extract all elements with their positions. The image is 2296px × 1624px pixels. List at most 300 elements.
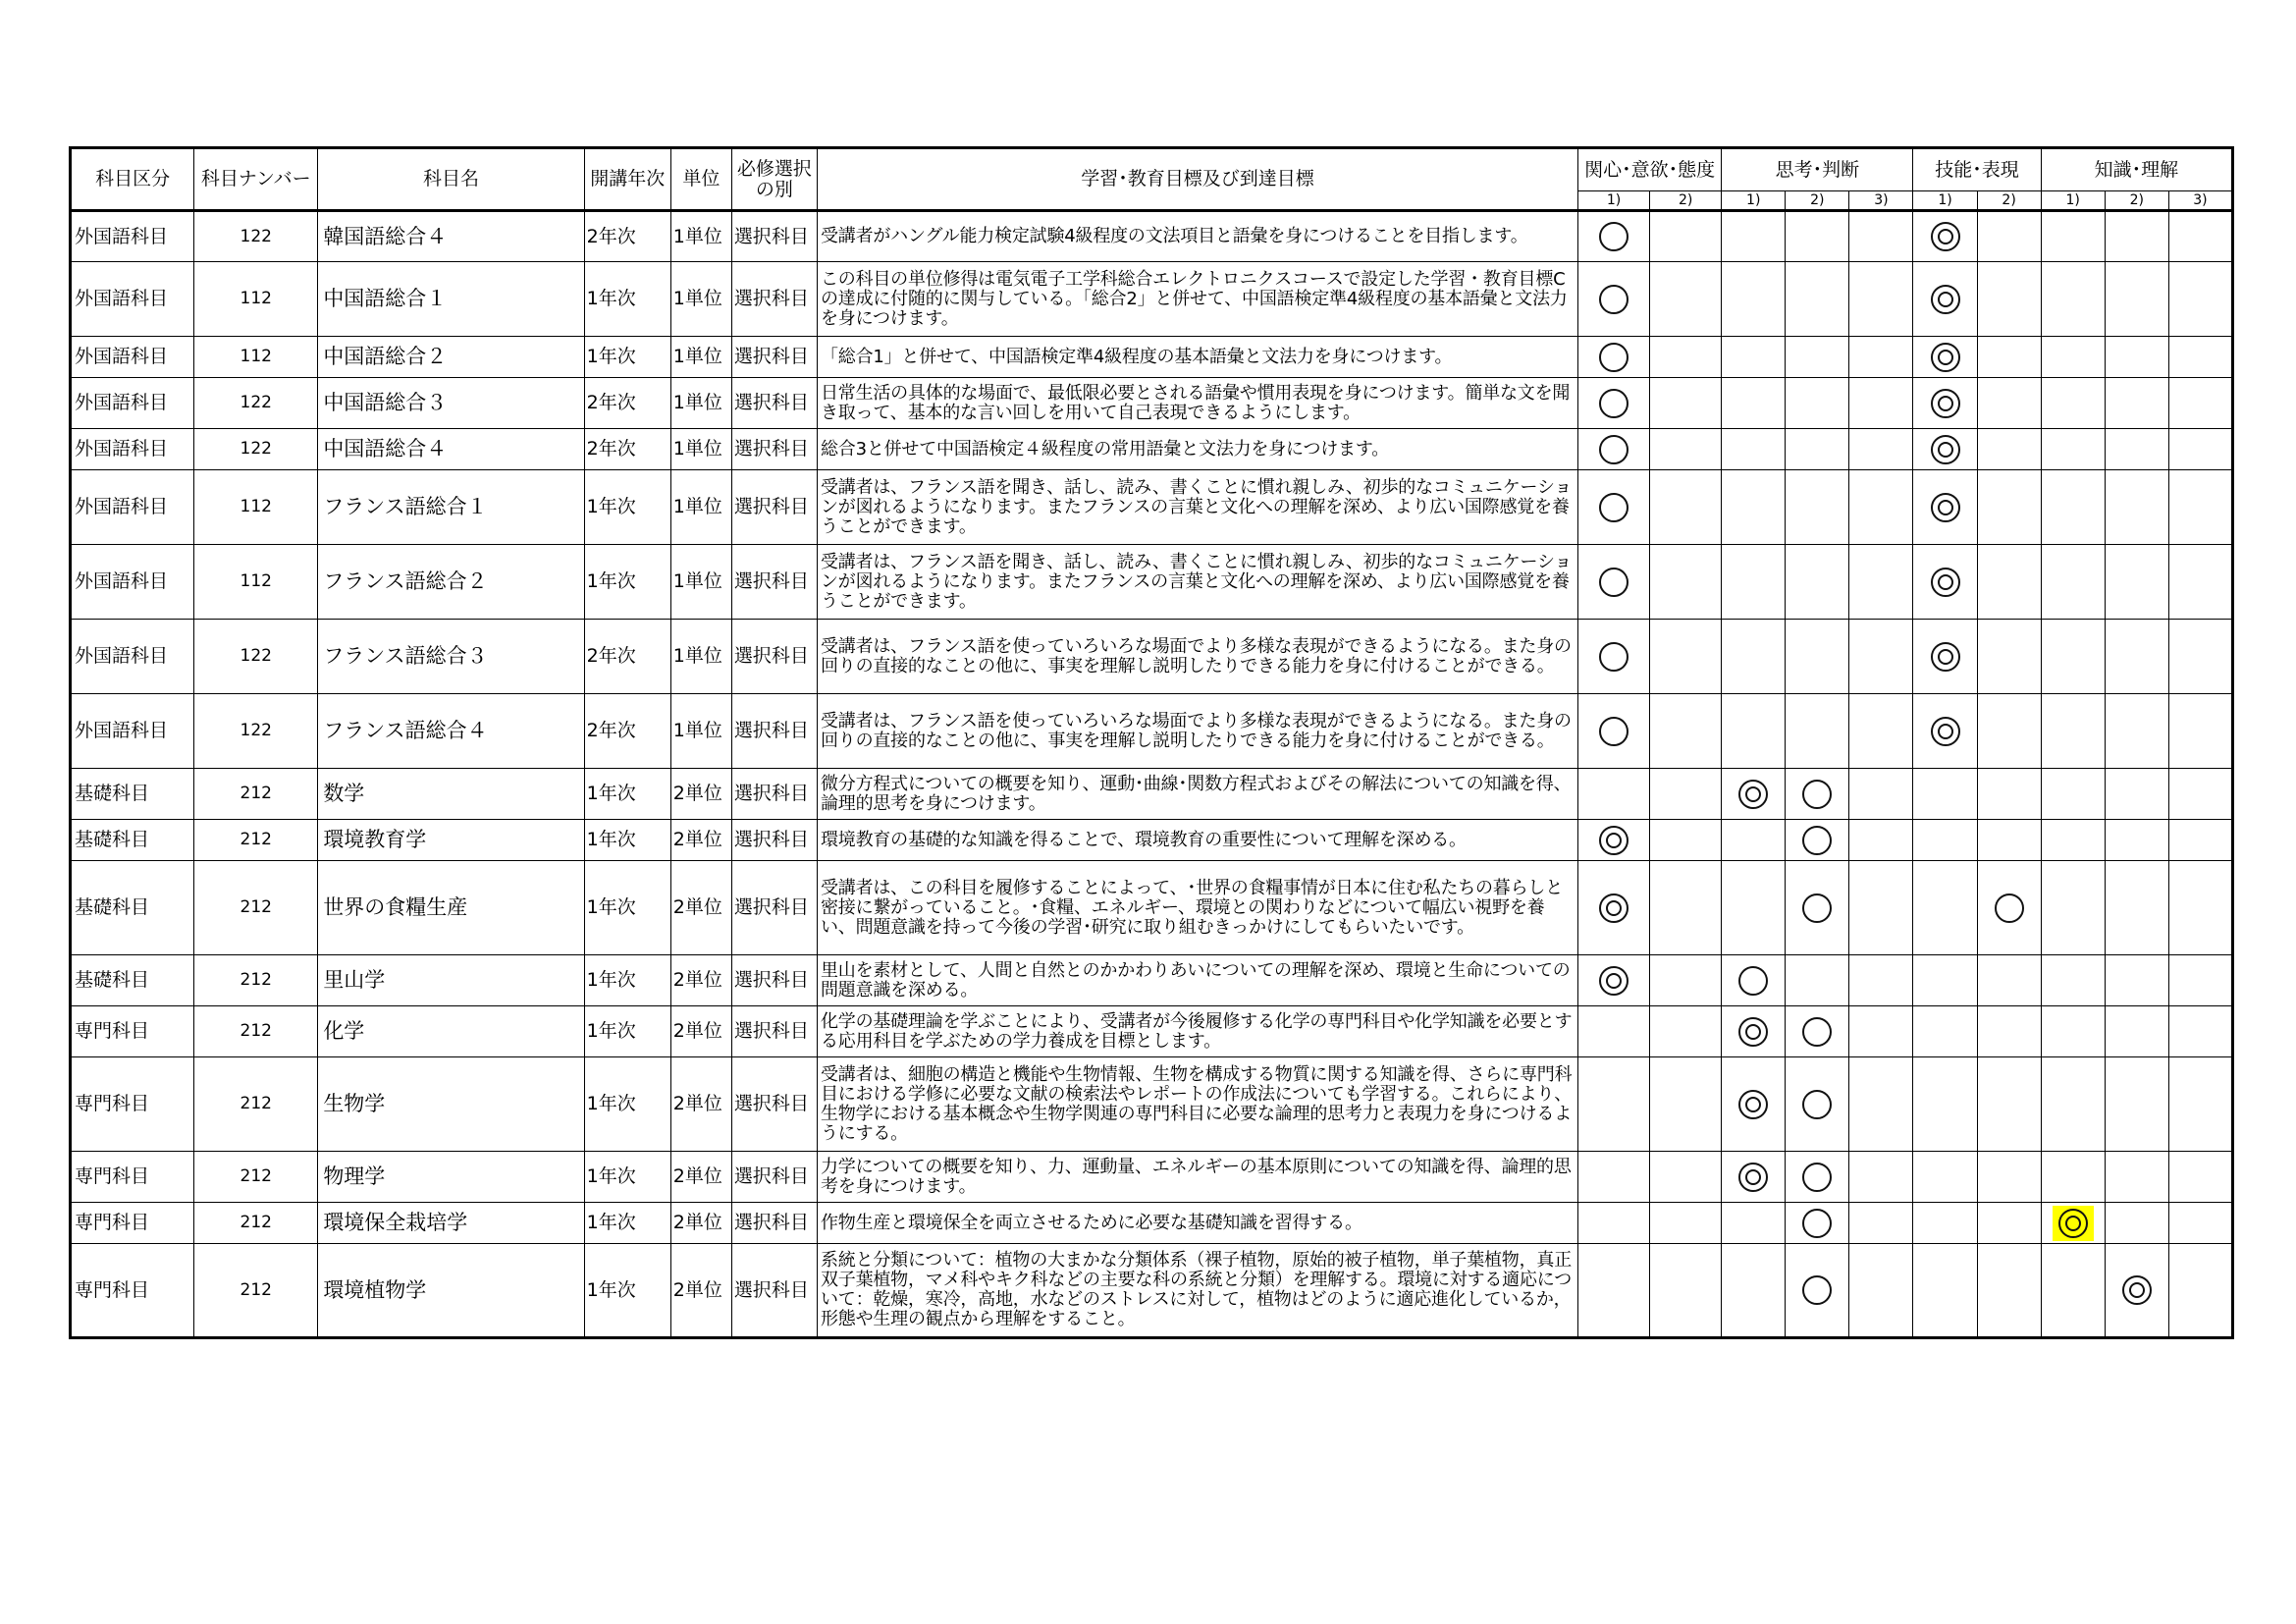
subject-year: 1年次: [584, 262, 670, 337]
evaluation-cell: [2041, 545, 2105, 620]
evaluation-cell: [1913, 861, 1977, 955]
evaluation-cell: [1786, 1152, 1849, 1203]
evaluation-cell: [1849, 861, 1913, 955]
subject-category: 専門科目: [71, 1203, 194, 1244]
double-circle-icon: [2058, 1209, 2088, 1238]
evaluation-cell: [1650, 955, 1722, 1006]
evaluation-cell: [1578, 429, 1650, 470]
evaluation-cell: [2041, 955, 2105, 1006]
table-row: [71, 1244, 2233, 1338]
evaluation-cell: [1786, 694, 1849, 769]
subject-required: 選択科目: [731, 820, 817, 861]
subject-required: 選択科目: [731, 861, 817, 955]
evaluation-cell: [1913, 337, 1977, 378]
subject-number: 212: [194, 1152, 318, 1203]
subject-required: 選択科目: [731, 694, 817, 769]
subject-unit: 2単位: [670, 861, 731, 955]
evaluation-cell: [1977, 955, 2041, 1006]
evaluation-cell: [2105, 861, 2168, 955]
evaluation-cell: [1913, 1006, 1977, 1057]
header-group-skill: 技能･表現: [1913, 148, 2041, 191]
table-row: [71, 694, 2233, 769]
evaluation-cell: [2105, 429, 2168, 470]
evaluation-cell: [1786, 337, 1849, 378]
evaluation-cell: [1650, 1006, 1722, 1057]
evaluation-cell: [1650, 429, 1722, 470]
evaluation-cell: [1786, 955, 1849, 1006]
evaluation-cell: [2105, 820, 2168, 861]
evaluation-cell: [1849, 1152, 1913, 1203]
table-row: [71, 337, 2233, 378]
subject-goal: 総合3と併せて中国語検定４級程度の常用語彙と文法力を身につけます。: [817, 429, 1577, 470]
evaluation-cell: [1913, 955, 1977, 1006]
subject-category: 基礎科目: [71, 769, 194, 820]
evaluation-cell: [2168, 1203, 2232, 1244]
evaluation-cell: [1650, 1152, 1722, 1203]
subject-unit: 1単位: [670, 262, 731, 337]
evaluation-cell: [2105, 1203, 2168, 1244]
subject-year: 1年次: [584, 820, 670, 861]
evaluation-cell: [1722, 694, 1786, 769]
evaluation-cell: [1849, 470, 1913, 545]
subject-required: 選択科目: [731, 470, 817, 545]
evaluation-cell: [1650, 470, 1722, 545]
evaluation-cell: [1786, 620, 1849, 694]
table-row: [71, 545, 2233, 620]
evaluation-cell: [1913, 211, 1977, 262]
subject-name: フランス語総合２: [318, 545, 584, 620]
double-circle-icon: [1931, 389, 1960, 418]
evaluation-cell: [2105, 545, 2168, 620]
subject-name: 環境保全栽培学: [318, 1203, 584, 1244]
subject-goal: 化学の基礎理論を学ぶことにより、受講者が今後履修する化学の専門科目や化学知識を必要とする応用科目を学ぶための学力養成を目標とします。: [817, 1006, 1577, 1057]
double-circle-icon: [1738, 780, 1768, 809]
subject-goal: 受講者は、フランス語を使っていろいろな場面でより多様な表現ができるようになる。また身の回りの直接的なことの他に、事実を理解し説明したりできる能力を身に付けることができる。: [817, 620, 1577, 694]
evaluation-cell: [2168, 861, 2232, 955]
evaluation-cell: [1849, 262, 1913, 337]
evaluation-cell: [1578, 861, 1650, 955]
evaluation-cell: [1849, 545, 1913, 620]
subject-number: 122: [194, 429, 318, 470]
evaluation-cell: [2105, 262, 2168, 337]
subject-unit: 1単位: [670, 429, 731, 470]
evaluation-cell: [2168, 769, 2232, 820]
subject-unit: 2単位: [670, 769, 731, 820]
evaluation-cell: [2168, 545, 2232, 620]
header-name: 科目名: [318, 148, 584, 211]
evaluation-cell: [1722, 337, 1786, 378]
evaluation-cell: [1913, 470, 1977, 545]
evaluation-cell: [1650, 211, 1722, 262]
evaluation-cell: [2168, 470, 2232, 545]
subject-number: 212: [194, 1057, 318, 1152]
double-circle-icon: [2122, 1275, 2152, 1305]
double-circle-icon: [1931, 493, 1960, 522]
curriculum-table: [69, 146, 2234, 1339]
subject-goal: 受講者は、フランス語を聞き、話し、読み、書くことに慣れ親しみ、初歩的なコミュニケーションが図れるようになります。またフランスの言葉と文化への理解を深め、より広い国際感覚を養うことができます。: [817, 470, 1577, 545]
evaluation-cell: [2041, 861, 2105, 955]
evaluation-cell: [1722, 955, 1786, 1006]
subject-category: 外国語科目: [71, 470, 194, 545]
evaluation-cell: [1786, 262, 1849, 337]
evaluation-cell: [2168, 1244, 2232, 1338]
double-circle-icon: [1738, 1163, 1768, 1192]
subject-category: 外国語科目: [71, 262, 194, 337]
evaluation-cell: [1913, 769, 1977, 820]
evaluation-cell: [1650, 820, 1722, 861]
subject-goal: 受講者は、フランス語を聞き、話し、読み、書くことに慣れ親しみ、初歩的なコミュニケーションが図れるようになります。またフランスの言葉と文化への理解を深め、より広い国際感覚を養うことができます。: [817, 545, 1577, 620]
evaluation-cell: [1849, 1006, 1913, 1057]
evaluation-cell: [2105, 1152, 2168, 1203]
evaluation-cell: [1786, 470, 1849, 545]
evaluation-cell: [1913, 694, 1977, 769]
evaluation-cell: [2041, 620, 2105, 694]
subject-unit: 2単位: [670, 1244, 731, 1338]
circle-icon: [1802, 1017, 1832, 1047]
double-circle-icon: [1931, 568, 1960, 597]
evaluation-cell: [1977, 1152, 2041, 1203]
evaluation-cell: [1722, 620, 1786, 694]
header-sub: 1): [1722, 191, 1786, 211]
subject-name: 中国語総合２: [318, 337, 584, 378]
evaluation-cell: [1849, 337, 1913, 378]
evaluation-cell: [1722, 262, 1786, 337]
subject-goal: 作物生産と環境保全を両立させるために必要な基礎知識を習得する。: [817, 1203, 1577, 1244]
subject-unit: 1単位: [670, 694, 731, 769]
subject-category: 基礎科目: [71, 955, 194, 1006]
subject-required: 選択科目: [731, 545, 817, 620]
subject-number: 212: [194, 955, 318, 1006]
header-sub: 1): [1578, 191, 1650, 211]
evaluation-cell: [1578, 211, 1650, 262]
highlight-marker: [2053, 1206, 2094, 1241]
circle-icon: [1599, 717, 1629, 746]
evaluation-cell: [1650, 1203, 1722, 1244]
subject-name: 中国語総合４: [318, 429, 584, 470]
subject-category: 外国語科目: [71, 429, 194, 470]
table-row: [71, 470, 2233, 545]
subject-name: フランス語総合４: [318, 694, 584, 769]
evaluation-cell: [1977, 1244, 2041, 1338]
table-row: [71, 769, 2233, 820]
evaluation-cell: [1977, 1057, 2041, 1152]
subject-category: 専門科目: [71, 1057, 194, 1152]
header-sub: 2): [1977, 191, 2041, 211]
evaluation-cell: [1722, 1057, 1786, 1152]
subject-category: 外国語科目: [71, 694, 194, 769]
circle-icon: [1599, 285, 1629, 314]
evaluation-cell: [1849, 769, 1913, 820]
circle-icon: [1599, 642, 1629, 672]
evaluation-cell: [1977, 211, 2041, 262]
evaluation-cell: [1650, 262, 1722, 337]
evaluation-cell: [2105, 955, 2168, 1006]
subject-unit: 2単位: [670, 1152, 731, 1203]
subject-goal: 力学についての概要を知り、力、運動量、エネルギーの基本原則についての知識を得、論理的思考を身につけます。: [817, 1152, 1577, 1203]
evaluation-cell: [1578, 337, 1650, 378]
evaluation-cell: [1786, 211, 1849, 262]
evaluation-cell: [2041, 820, 2105, 861]
subject-category: 専門科目: [71, 1244, 194, 1338]
circle-icon: [1599, 493, 1629, 522]
evaluation-cell: [2041, 262, 2105, 337]
subject-required: 選択科目: [731, 378, 817, 429]
evaluation-cell: [1977, 769, 2041, 820]
evaluation-cell: [1786, 769, 1849, 820]
subject-number: 112: [194, 337, 318, 378]
subject-name: 環境植物学: [318, 1244, 584, 1338]
evaluation-cell: [1722, 861, 1786, 955]
subject-required: 選択科目: [731, 1152, 817, 1203]
header-sub: 3): [1849, 191, 1913, 211]
evaluation-cell: [2168, 620, 2232, 694]
subject-year: 1年次: [584, 861, 670, 955]
subject-number: 212: [194, 820, 318, 861]
subject-name: 韓国語総合４: [318, 211, 584, 262]
double-circle-icon: [1738, 1090, 1768, 1119]
circle-icon: [1599, 222, 1629, 251]
subject-name: 生物学: [318, 1057, 584, 1152]
double-circle-icon: [1931, 222, 1960, 251]
circle-icon: [1599, 568, 1629, 597]
evaluation-cell: [1722, 820, 1786, 861]
subject-year: 1年次: [584, 1057, 670, 1152]
evaluation-cell: [1913, 429, 1977, 470]
evaluation-cell: [2041, 1244, 2105, 1338]
evaluation-cell: [1977, 694, 2041, 769]
subject-goal: この科目の単位修得は電気電子工学科総合エレクトロニクスコースで設定した学習・教育目標Cの達成に付随的に関与している。「総合2」と併せて、中国語検定準4級程度の基本語彙と文法力を身につけます。: [817, 262, 1577, 337]
double-circle-icon: [1931, 285, 1960, 314]
evaluation-cell: [2105, 620, 2168, 694]
subject-category: 基礎科目: [71, 820, 194, 861]
evaluation-cell: [1578, 545, 1650, 620]
circle-icon: [1802, 1275, 1832, 1305]
table-row: [71, 1203, 2233, 1244]
evaluation-cell: [1977, 1203, 2041, 1244]
evaluation-cell: [1849, 1057, 1913, 1152]
evaluation-cell: [1650, 1057, 1722, 1152]
evaluation-cell: [1578, 1006, 1650, 1057]
evaluation-cell: [2041, 694, 2105, 769]
subject-goal: 環境教育の基礎的な知識を得ることで、環境教育の重要性について理解を深める。: [817, 820, 1577, 861]
header-group-thinking: 思考･判断: [1722, 148, 1913, 191]
subject-name: 里山学: [318, 955, 584, 1006]
subject-year: 2年次: [584, 620, 670, 694]
evaluation-cell: [1913, 820, 1977, 861]
subject-goal: 里山を素材として、人間と自然とのかかわりあいについての理解を深め、環境と生命についての問題意識を深める。: [817, 955, 1577, 1006]
subject-year: 1年次: [584, 1244, 670, 1338]
subject-goal: 受講者は、フランス語を使っていろいろな場面でより多様な表現ができるようになる。また身の回りの直接的なことの他に、事実を理解し説明したりできる能力を身に付けることができる。: [817, 694, 1577, 769]
header-required: 必修選択の別: [731, 148, 817, 211]
evaluation-cell: [1722, 1006, 1786, 1057]
evaluation-cell: [2041, 1057, 2105, 1152]
double-circle-icon: [1599, 826, 1629, 855]
subject-year: 1年次: [584, 1203, 670, 1244]
subject-unit: 2単位: [670, 1006, 731, 1057]
subject-unit: 1単位: [670, 378, 731, 429]
evaluation-cell: [2168, 429, 2232, 470]
evaluation-cell: [1913, 378, 1977, 429]
evaluation-cell: [1977, 545, 2041, 620]
evaluation-cell: [1578, 620, 1650, 694]
subject-unit: 2単位: [670, 1203, 731, 1244]
evaluation-cell: [1913, 545, 1977, 620]
evaluation-cell: [2168, 378, 2232, 429]
subject-required: 選択科目: [731, 620, 817, 694]
double-circle-icon: [1599, 893, 1629, 923]
subject-goal: 「総合1」と併せて、中国語検定準4級程度の基本語彙と文法力を身につけます。: [817, 337, 1577, 378]
subject-number: 112: [194, 545, 318, 620]
evaluation-cell: [1578, 378, 1650, 429]
evaluation-cell: [2168, 262, 2232, 337]
subject-goal: 系統と分類について：植物の大まかな分類体系（裸子植物，原始的被子植物，単子葉植物，真正双子葉植物，マメ科やキク科などの主要な科の系統と分類）を理解する。環境に対する適応について：乾燥，寒冷，高地，水などのストレスに対して，植物はどのように適応進化しているか，形態や生理の観点から理解をすること。: [817, 1244, 1577, 1338]
header-sub: 2): [2105, 191, 2168, 211]
evaluation-cell: [2105, 1057, 2168, 1152]
evaluation-cell: [1578, 262, 1650, 337]
evaluation-cell: [1849, 820, 1913, 861]
table-row: [71, 262, 2233, 337]
evaluation-cell: [1722, 378, 1786, 429]
table-row: [71, 378, 2233, 429]
evaluation-cell: [1722, 1152, 1786, 1203]
evaluation-cell: [1913, 1152, 1977, 1203]
subject-unit: 2単位: [670, 955, 731, 1006]
table-row: [71, 820, 2233, 861]
evaluation-cell: [2168, 820, 2232, 861]
evaluation-cell: [2105, 1244, 2168, 1338]
evaluation-cell: [2168, 337, 2232, 378]
subject-name: 物理学: [318, 1152, 584, 1203]
subject-number: 122: [194, 620, 318, 694]
circle-icon: [1802, 780, 1832, 809]
evaluation-cell: [1786, 1006, 1849, 1057]
evaluation-cell: [1786, 429, 1849, 470]
subject-unit: 2単位: [670, 820, 731, 861]
subject-goal: 日常生活の具体的な場面で、最低限必要とされる語彙や慣用表現を身につけます。簡単な文を聞き取って、基本的な言い回しを用いて自己表現できるようにします。: [817, 378, 1577, 429]
subject-year: 1年次: [584, 769, 670, 820]
evaluation-cell: [2041, 1203, 2105, 1244]
circle-icon: [1802, 826, 1832, 855]
header-sub: 3): [2168, 191, 2232, 211]
evaluation-cell: [1722, 470, 1786, 545]
evaluation-cell: [1578, 769, 1650, 820]
evaluation-cell: [1578, 1152, 1650, 1203]
subject-number: 112: [194, 262, 318, 337]
header-group-interest: 関心･意欲･態度: [1578, 148, 1722, 191]
subject-unit: 1単位: [670, 545, 731, 620]
evaluation-cell: [1977, 820, 2041, 861]
evaluation-cell: [1977, 378, 2041, 429]
double-circle-icon: [1931, 642, 1960, 672]
double-circle-icon: [1738, 1017, 1768, 1047]
subject-required: 選択科目: [731, 262, 817, 337]
evaluation-cell: [1849, 429, 1913, 470]
subject-category: 専門科目: [71, 1006, 194, 1057]
subject-unit: 2単位: [670, 1057, 731, 1152]
evaluation-cell: [2168, 694, 2232, 769]
subject-category: 基礎科目: [71, 861, 194, 955]
subject-year: 1年次: [584, 470, 670, 545]
evaluation-cell: [2041, 337, 2105, 378]
subject-required: 選択科目: [731, 1006, 817, 1057]
evaluation-cell: [1913, 1057, 1977, 1152]
subject-goal: 微分方程式についての概要を知り、運動･曲線･関数方程式およびその解法についての知識を得、論理的思考を身につけます。: [817, 769, 1577, 820]
evaluation-cell: [1786, 1203, 1849, 1244]
circle-icon: [1802, 893, 1832, 923]
subject-unit: 1単位: [670, 620, 731, 694]
evaluation-cell: [1722, 769, 1786, 820]
evaluation-cell: [2041, 378, 2105, 429]
header-goal: 学習･教育目標及び到達目標: [817, 148, 1577, 211]
evaluation-cell: [1578, 1203, 1650, 1244]
evaluation-cell: [1913, 262, 1977, 337]
header-year: 開講年次: [584, 148, 670, 211]
subject-name: フランス語総合３: [318, 620, 584, 694]
evaluation-cell: [1578, 955, 1650, 1006]
double-circle-icon: [1931, 343, 1960, 372]
evaluation-cell: [1849, 1244, 1913, 1338]
circle-icon: [1738, 966, 1768, 996]
subject-number: 212: [194, 1203, 318, 1244]
evaluation-cell: [1849, 694, 1913, 769]
table-row: [71, 429, 2233, 470]
evaluation-cell: [1849, 1203, 1913, 1244]
subject-year: 1年次: [584, 1006, 670, 1057]
table-row: [71, 620, 2233, 694]
evaluation-cell: [1913, 1203, 1977, 1244]
header-number: 科目ナンバー: [194, 148, 318, 211]
evaluation-cell: [2168, 1057, 2232, 1152]
subject-year: 1年次: [584, 955, 670, 1006]
subject-year: 2年次: [584, 694, 670, 769]
subject-number: 212: [194, 1244, 318, 1338]
evaluation-cell: [1650, 545, 1722, 620]
subject-category: 外国語科目: [71, 378, 194, 429]
double-circle-icon: [1931, 717, 1960, 746]
double-circle-icon: [1599, 966, 1629, 996]
subject-required: 選択科目: [731, 955, 817, 1006]
evaluation-cell: [2105, 769, 2168, 820]
subject-required: 選択科目: [731, 1057, 817, 1152]
evaluation-cell: [1786, 1244, 1849, 1338]
evaluation-cell: [2168, 955, 2232, 1006]
subject-year: 2年次: [584, 378, 670, 429]
circle-icon: [1599, 389, 1629, 418]
evaluation-cell: [1578, 470, 1650, 545]
subject-year: 2年次: [584, 211, 670, 262]
evaluation-cell: [1650, 1244, 1722, 1338]
subject-number: 212: [194, 1006, 318, 1057]
evaluation-cell: [1786, 861, 1849, 955]
evaluation-cell: [1578, 694, 1650, 769]
circle-icon: [1802, 1163, 1832, 1192]
subject-number: 212: [194, 769, 318, 820]
evaluation-cell: [1650, 378, 1722, 429]
subject-number: 122: [194, 211, 318, 262]
double-circle-icon: [1931, 435, 1960, 464]
header-group-knowledge: 知識･理解: [2041, 148, 2232, 191]
evaluation-cell: [2041, 1006, 2105, 1057]
evaluation-cell: [1849, 211, 1913, 262]
evaluation-cell: [1650, 861, 1722, 955]
evaluation-cell: [1977, 429, 2041, 470]
subject-year: 1年次: [584, 1152, 670, 1203]
subject-required: 選択科目: [731, 769, 817, 820]
evaluation-cell: [1786, 378, 1849, 429]
subject-goal: 受講者がハングル能力検定試験4級程度の文法項目と語彙を身につけることを目指します。: [817, 211, 1577, 262]
evaluation-cell: [1650, 694, 1722, 769]
evaluation-cell: [2041, 769, 2105, 820]
